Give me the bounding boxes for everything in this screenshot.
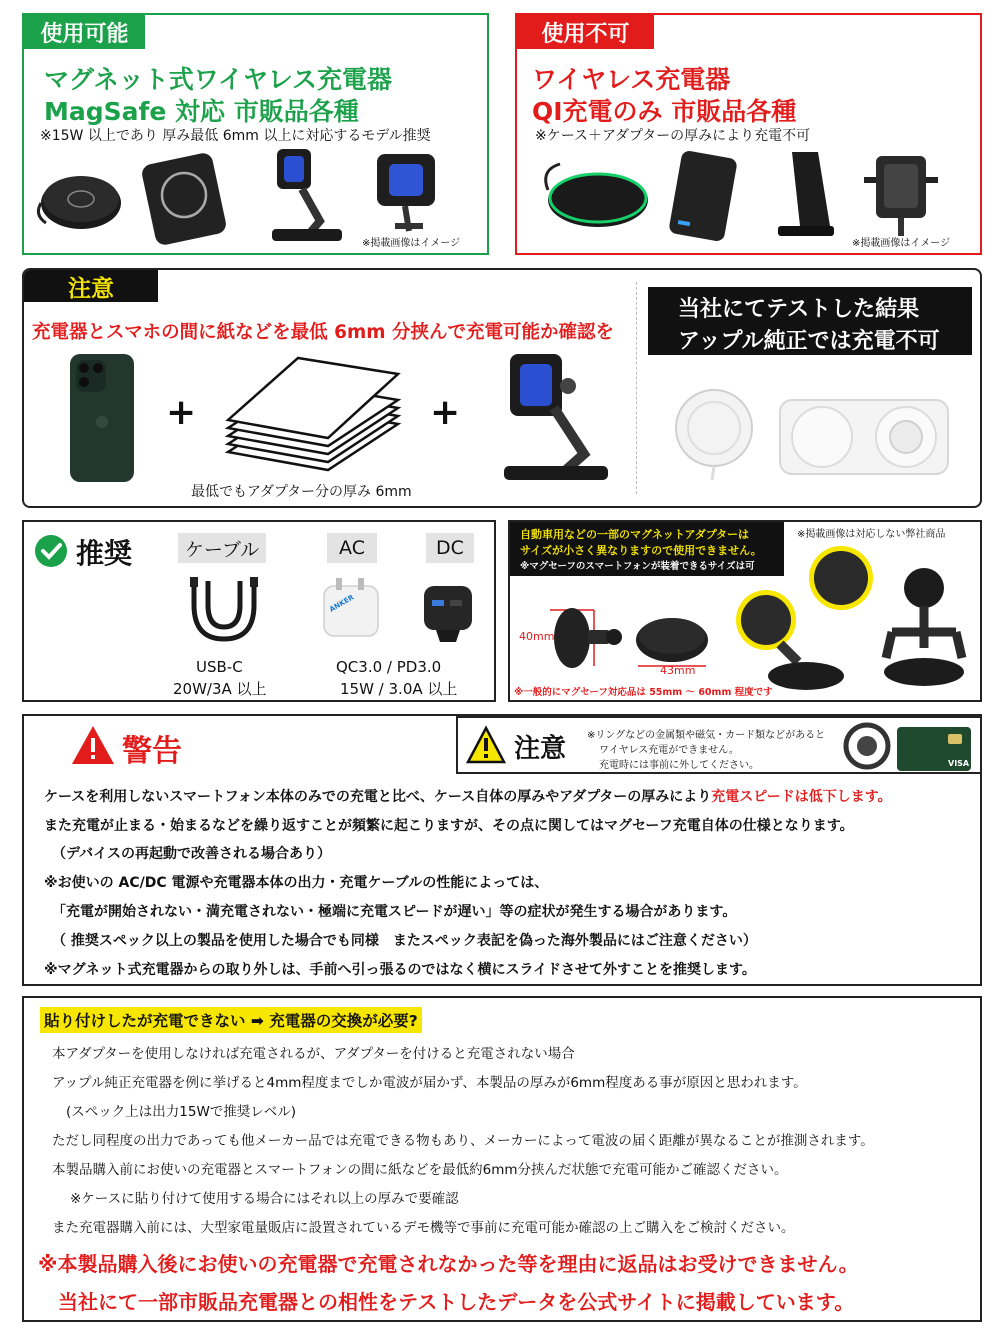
check-circle-icon — [34, 534, 68, 568]
qi-car-mount-image — [858, 150, 948, 240]
unusable-title-1: ワイヤレス充電器 — [532, 65, 731, 94]
apple-test-line-2: アップル純正では充電不可 — [678, 329, 940, 354]
card-brand-label: VISA — [948, 759, 970, 768]
recommend-title: 推奨 — [76, 537, 133, 570]
unusable-image-note: ※掲載画像はイメージ — [852, 238, 951, 249]
caution-triangle-icon — [466, 726, 506, 764]
desk-stand-image — [262, 143, 352, 245]
iphone-image — [68, 352, 138, 484]
faq-line-5: 本製品購入前にお使いの充電器とスマートフォンの間に紙などを最低約6mm分挟んだ状態で充電可能かご確認ください。 — [52, 1162, 788, 1178]
apple-test-line-1: 当社にてテストした結果 — [678, 297, 920, 322]
ball-adapter-highlight-image — [806, 540, 876, 620]
plus-sign-1: + — [166, 392, 197, 433]
warning-line-7: ※マグネット式充電器からの取り外しは、手前へ引っ張るのではなく横にスライドさせて外すことを推奨します。 — [44, 962, 756, 978]
car-adapter-line-2: サイズが小さく異なりますので使用できません。 — [520, 544, 762, 557]
faq-line-3: (スペック上は出力15Wで推奨レベル) — [66, 1104, 297, 1120]
car-adapter-image-note: ※掲載画像は対応しない弊社商品 — [797, 529, 946, 540]
warning-line-2: また充電が止まる・始まるなどを繰り返すことが頻繁に起こりますが、その点に関してはマグセーフ充電自体の仕様となります。 — [44, 818, 854, 834]
warning-line-4: ※お使いの AC/DC 電源や充電器本体の出力・充電ケーブルの性能によっては、 — [44, 875, 549, 891]
warning-line-6: （ 推奨スペック以上の製品を使用した場合でも同様 またスペック表記を偽った海外製品にはご注意ください） — [52, 933, 757, 949]
faq-line-2: アップル純正充電器を例に挙げると4mm程度までしか電波が届かず、本製品の厚みが6mm程度ある事が原因と思われます。 — [52, 1075, 807, 1091]
qi-power-bank-image — [667, 150, 747, 242]
tripod-mount-image — [872, 562, 982, 692]
qi-charger-pad-image — [540, 160, 650, 235]
magnetic-charger-pad-image — [36, 165, 126, 235]
warning-triangle-icon — [70, 724, 116, 766]
dim-height-label: 40mm — [519, 630, 555, 643]
usable-image-note: ※掲載画像はイメージ — [362, 238, 461, 249]
car-adapter-footnote: ※一般的にマグセーフ対応品は 55mm ～ 60mm 程度です — [514, 687, 773, 698]
paper-caption: 最低でもアダプター分の厚み 6mm — [191, 484, 412, 500]
warning-line-3: （デバイスの再起動で改善される場合あり） — [52, 846, 332, 862]
caution-tag: 注意 — [24, 270, 158, 302]
faq-line-6: ※ケースに貼り付けて使用する場合にはそれ以上の厚みで要確認 — [70, 1191, 459, 1207]
faq-line-7: また充電器購入前には、大型家電量販店に設置されているデモ機等で事前に充電可能か確認の上ご購入をご検討ください。 — [52, 1220, 795, 1236]
magnetic-power-bank-image — [138, 150, 248, 245]
faq-line-1: 本アダプターを使用しなければ充電されるが、アダプターを付けると充電されない場合 — [52, 1046, 575, 1062]
caution-headline: 充電器とスマホの間に紙などを最低 6mm 分挟んで充電可能か確認を — [32, 322, 614, 343]
usable-note: ※15W 以上であり 厚み最低 6mm 以上に対応するモデル推奨 — [40, 128, 431, 144]
metal-caution-line-1: ※リングなどの金属類や磁気・カード類などがあると — [587, 730, 826, 741]
warning-line-1-highlight: 充電スピードは低下します。 — [711, 789, 892, 805]
metal-caution-line-3: 充電時には事前に外してください。 — [599, 760, 759, 771]
unusable-note: ※ケース＋アダプターの厚みにより充電不可 — [535, 128, 811, 144]
apple-magsafe-charger-image — [672, 386, 762, 482]
cable-spec: 20W/3A 以上 — [173, 680, 267, 698]
unusable-tag: 使用不可 — [517, 15, 654, 49]
cable-tag: ケーブル — [178, 533, 266, 563]
dim-width-label: 43mm — [660, 664, 696, 677]
faq-red-line-1: ※本製品購入後にお使いの充電器で充電されなかった等を理由に返品はお受けできません。 — [38, 1252, 859, 1276]
ac-charger-image — [318, 578, 388, 642]
warning-line-5: 「充電が開始されない・満充電されない・極端に充電スピードが遅い」等の症状が発生する場合があります。 — [52, 904, 737, 920]
round-adapter-image — [632, 610, 712, 670]
desk-stand-with-adapter-image — [498, 348, 616, 484]
car-adapter-line-3: ※マグセーフのスマートフォンが装着できるサイズは可 — [520, 561, 755, 572]
paper-stack-image — [218, 352, 408, 472]
warning-title: 警告 — [122, 734, 182, 769]
charger-name: QC3.0 / PD3.0 — [336, 658, 442, 676]
usable-title-2: MagSafe 対応 市販品各種 — [44, 97, 359, 126]
ac-tag: AC — [327, 533, 377, 563]
cable-name: USB-C — [196, 658, 243, 676]
dc-tag: DC — [426, 533, 474, 563]
ring-holder-image — [843, 722, 891, 770]
dc-car-charger-image — [418, 580, 478, 644]
anker-logo: ANKER — [328, 593, 356, 614]
apple-magsafe-duo-image — [778, 398, 950, 478]
metal-caution-title: 注意 — [514, 734, 567, 764]
credit-card-image — [896, 726, 972, 772]
unusable-title-2: QI充電のみ 市販品各種 — [532, 97, 797, 126]
usable-tag: 使用可能 — [24, 15, 145, 49]
faq-red-line-2: 当社にて一部市販品充電器との相性をテストしたデータを公式サイトに掲載しています。 — [58, 1290, 855, 1314]
charger-spec: 15W / 3.0A 以上 — [340, 680, 458, 698]
warning-line-1 — [44, 786, 892, 806]
faq-heading: 貼り付けしたが充電できない ➡ 充電器の交換が必要? — [40, 1007, 422, 1033]
metal-caution-line-2: ワイヤレス充電ができません。 — [599, 745, 739, 756]
usable-title-1: マグネット式ワイヤレス充電器 — [44, 65, 393, 94]
warning-line-1-text: ケースを利用しないスマートフォン本体のみでの充電と比べ、ケース自体の厚みやアダプターの厚みにより — [44, 789, 712, 805]
faq-line-4: ただし同程度の出力であっても他メーカー品では充電できる物もあり、メーカーによって電波の届く距離が異なることが推測されます。 — [52, 1133, 874, 1149]
plus-sign-2: + — [430, 392, 461, 433]
usb-c-cable-image — [184, 577, 266, 649]
caution-divider — [636, 282, 637, 494]
car-adapter-line-1: 自動車用などの一部のマグネットアダプターは — [520, 528, 750, 541]
qi-stand-image — [770, 148, 840, 240]
car-vent-mount-image — [365, 146, 455, 236]
